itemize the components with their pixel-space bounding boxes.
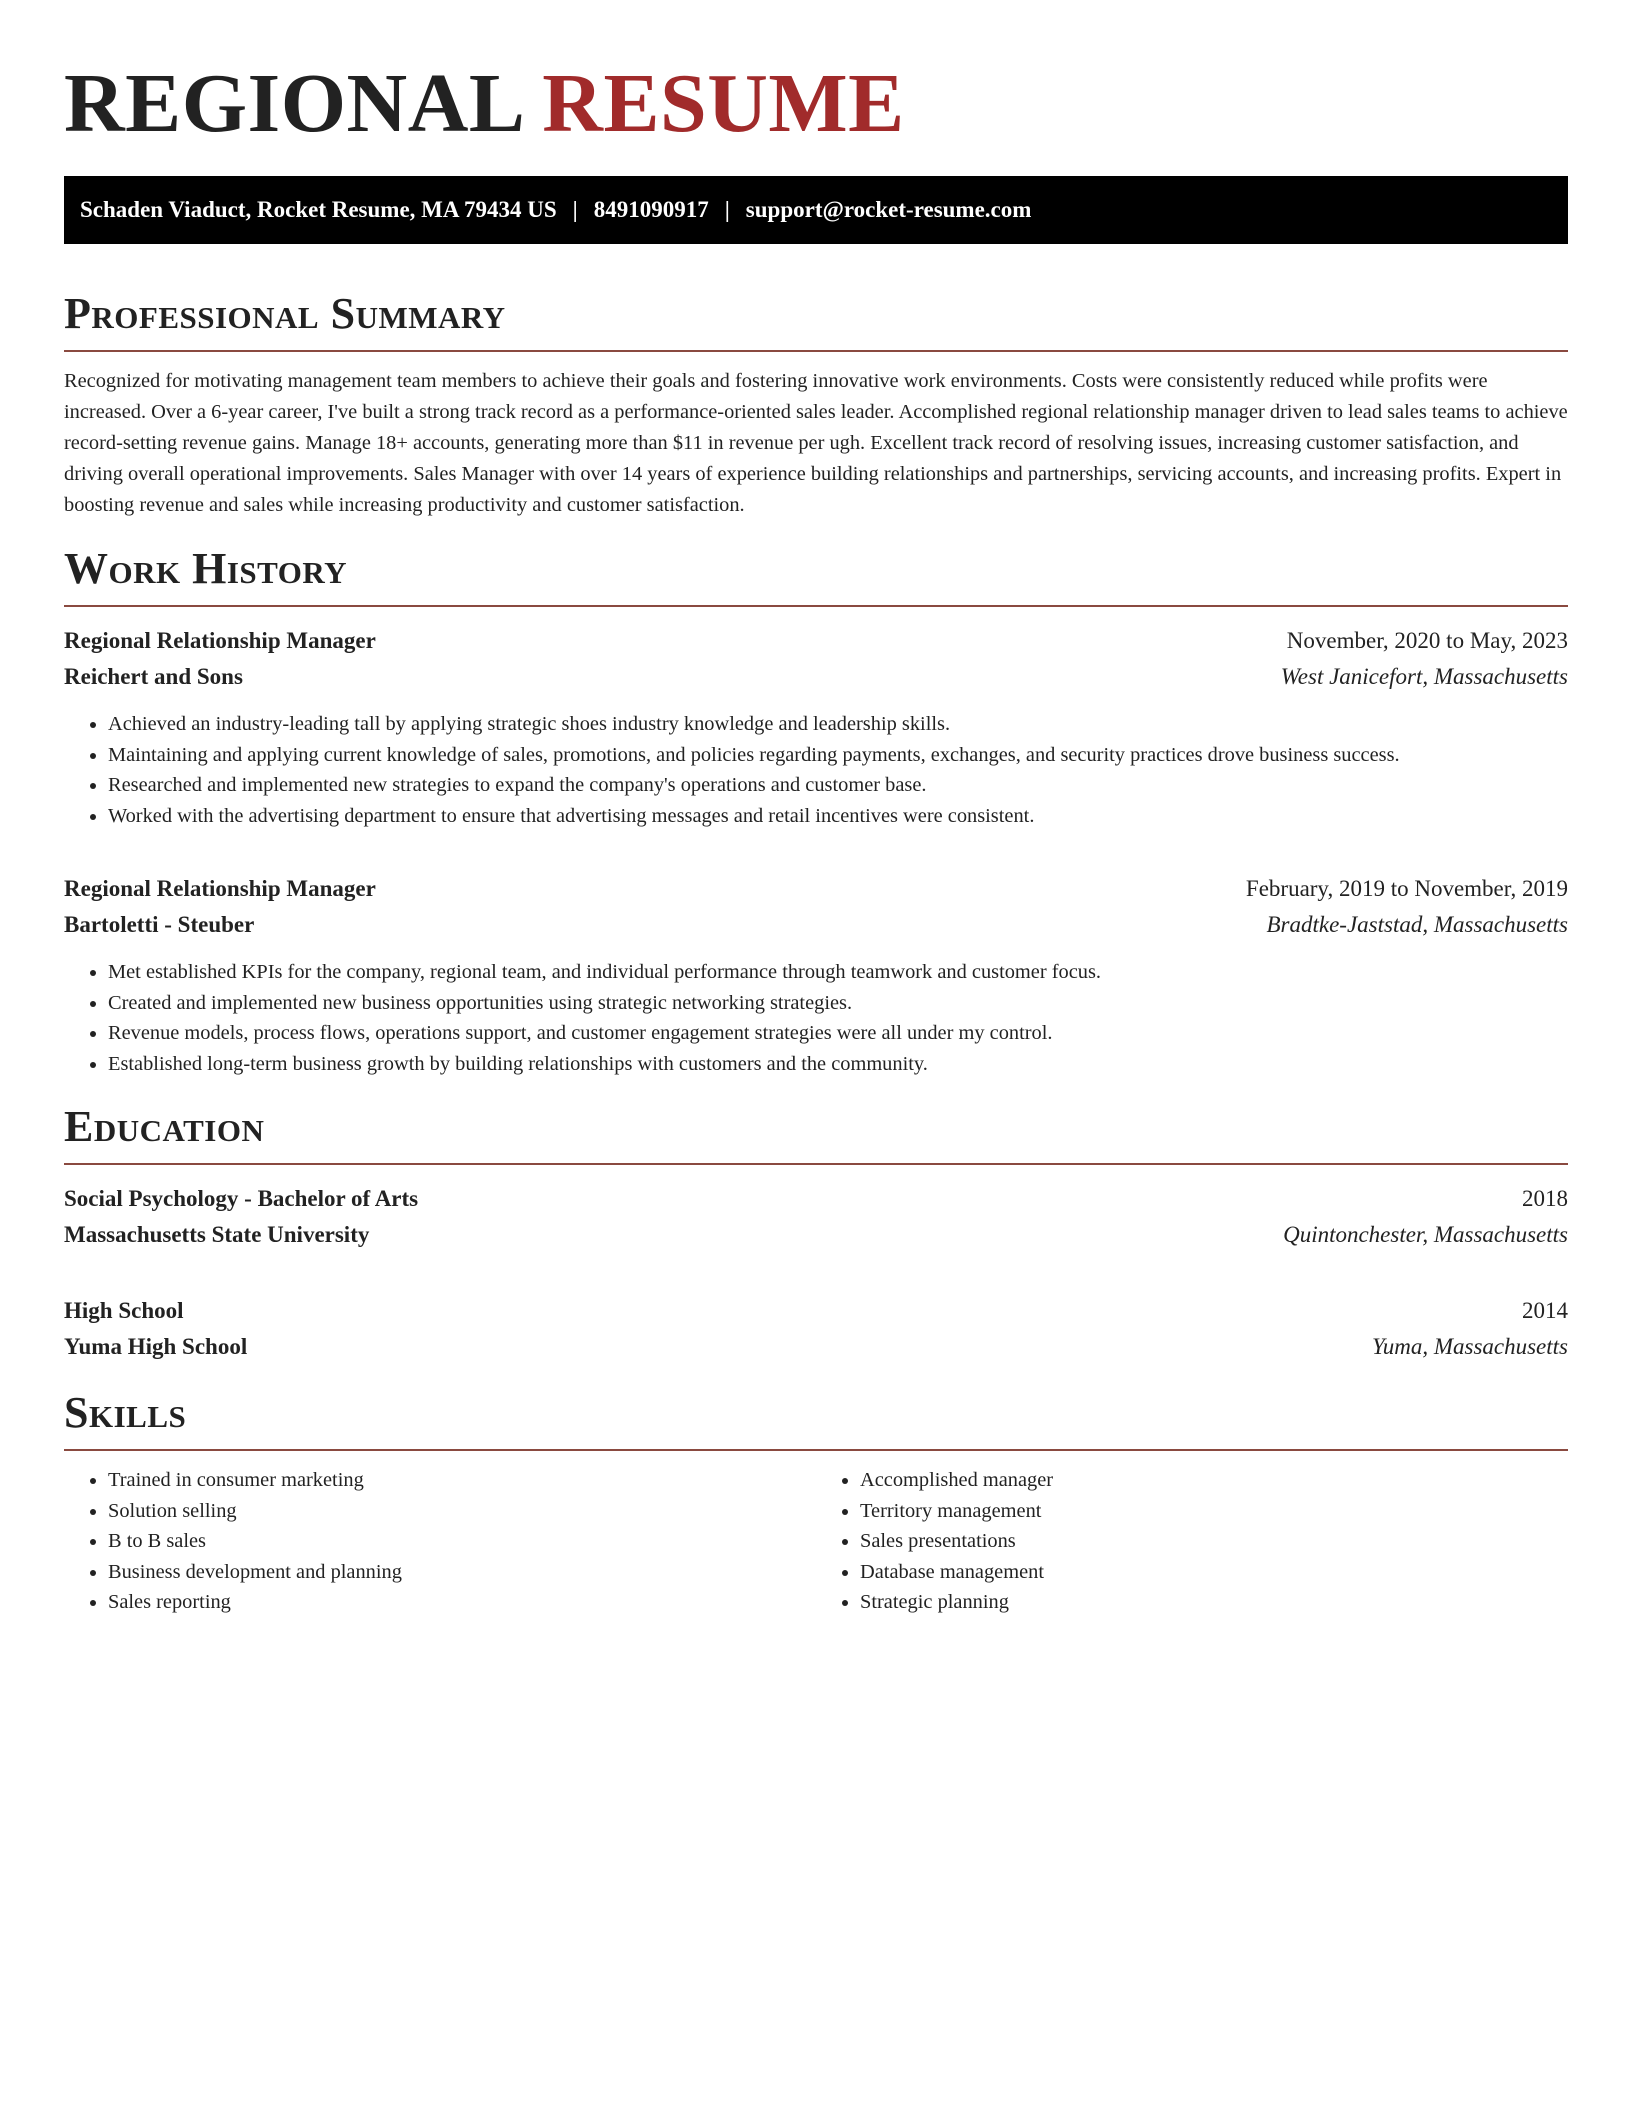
skills-list-left [64, 1465, 816, 1618]
education-degree: Social Psychology - Bachelor of Arts [64, 1186, 419, 1211]
resume-name-heading [64, 56, 1568, 152]
job-header-row [64, 623, 1568, 659]
skill-item: • Trained in consumer marketing [108, 1465, 816, 1496]
job-role: Regional Relationship Manager [64, 628, 376, 653]
contact-address: Schaden Viaduct, Rocket Resume, MA 79434 US [80, 197, 557, 222]
job-company: Bartoletti - Steuber [64, 912, 255, 937]
education-entry [64, 1181, 1568, 1253]
job-bullet: • Researched and implemented new strategies to expand the company's operations and customer base. [108, 770, 1568, 801]
education-degree: High School [64, 1298, 184, 1323]
section-divider [64, 350, 1568, 352]
job-entry [64, 871, 1568, 1079]
summary-title: Professional Summary [64, 289, 506, 338]
job-header-row [64, 871, 1568, 907]
education-section [64, 1101, 1568, 1365]
job-bullet: • Revenue models, process flows, operations support, and customer engagement strategies were all under my control. [108, 1018, 1568, 1049]
job-location: West Janicefort, Massachusetts [1280, 664, 1568, 689]
job-entry [64, 623, 1568, 831]
job-bullets [64, 709, 1568, 831]
education-year: 2018 [1522, 1186, 1568, 1211]
job-bullets [64, 957, 1568, 1079]
job-bullet: • Maintaining and applying current knowledge of sales, promotions, and policies regarding payments, exchanges, and security practices drove business success. [108, 740, 1568, 771]
education-school: Yuma High School [64, 1334, 248, 1359]
skill-item: • Sales presentations [860, 1526, 1568, 1557]
section-divider [64, 605, 1568, 607]
job-bullet: • Created and implemented new business opportunities using strategic networking strategies. [108, 988, 1568, 1019]
education-school-row [64, 1329, 1568, 1365]
job-bullet: • Met established KPIs for the company, regional team, and individual performance through teamwork and customer focus. [108, 957, 1568, 988]
skill-item: • Sales reporting [108, 1587, 816, 1618]
education-header-row [64, 1181, 1568, 1217]
skills-columns [64, 1465, 1568, 1618]
job-role: Regional Relationship Manager [64, 876, 376, 901]
job-dates: February, 2019 to November, 2019 [1245, 876, 1568, 901]
contact-bar [64, 176, 1568, 244]
skills-section [64, 1387, 1568, 1618]
job-bullet: • Worked with the advertising department to ensure that advertising messages and retail incentives were consistent. [108, 801, 1568, 832]
work-history-title: Work History [64, 544, 348, 593]
skill-item: • Territory management [860, 1496, 1568, 1527]
contact-email: support@rocket-resume.com [745, 197, 1032, 222]
job-company-row [64, 907, 1568, 943]
job-dates: November, 2020 to May, 2023 [1286, 628, 1568, 653]
job-bullet: • Achieved an industry-leading tall by applying strategic shoes industry knowledge and leadership skills. [108, 709, 1568, 740]
skill-item: • Accomplished manager [860, 1465, 1568, 1496]
skills-list-right [816, 1465, 1568, 1618]
job-bullet: • Established long-term business growth by building relationships with customers and the community. [108, 1049, 1568, 1080]
education-title: Education [64, 1102, 265, 1151]
contact-separator: | [724, 197, 730, 222]
education-school: Massachusetts State University [64, 1222, 370, 1247]
summary-section [64, 288, 1568, 521]
section-divider [64, 1163, 1568, 1165]
skill-item: • Strategic planning [860, 1587, 1568, 1618]
skill-item: • B to B sales [108, 1526, 816, 1557]
job-company: Reichert and Sons [64, 664, 243, 689]
job-location: Bradtke-Jaststad, Massachusetts [1266, 912, 1568, 937]
skill-item: • Solution selling [108, 1496, 816, 1527]
skills-title: Skills [64, 1388, 187, 1437]
education-header-row [64, 1293, 1568, 1329]
contact-phone: 8491090917 [593, 197, 709, 222]
name-first: REGIONAL [64, 57, 521, 150]
education-location: Yuma, Massachusetts [1372, 1334, 1568, 1359]
skill-item: • Database management [860, 1557, 1568, 1588]
summary-text: Recognized for motivating management team members to achieve their goals and fostering innovative work environments. Costs were consistently reduced while profits were increased. Over a 6-year career, I've built a strong track record as a performance-oriented sales leader. Accomplished regional relationship manager driven to lead sales teams to achieve record-setting revenue gains. Manage 18+ accounts, generating more than $11 in revenue per ugh. Excellent track record of resolving issues, increasing customer satisfaction, and driving overall operational improvements. Sales Manager with over 14 years of experience building relationships and partnerships, servicing accounts, and increasing profits. Expert in boosting revenue and sales while increasing productivity and customer satisfaction. [64, 370, 1568, 516]
education-entry [64, 1293, 1568, 1365]
education-year: 2014 [1522, 1298, 1568, 1323]
job-company-row [64, 659, 1568, 695]
education-location: Quintonchester, Massachusetts [1283, 1222, 1568, 1247]
education-school-row [64, 1217, 1568, 1253]
contact-separator: | [572, 197, 578, 222]
name-last: RESUME [542, 57, 905, 150]
section-divider [64, 1449, 1568, 1451]
work-history-section [64, 543, 1568, 1079]
skill-item: • Business development and planning [108, 1557, 816, 1588]
